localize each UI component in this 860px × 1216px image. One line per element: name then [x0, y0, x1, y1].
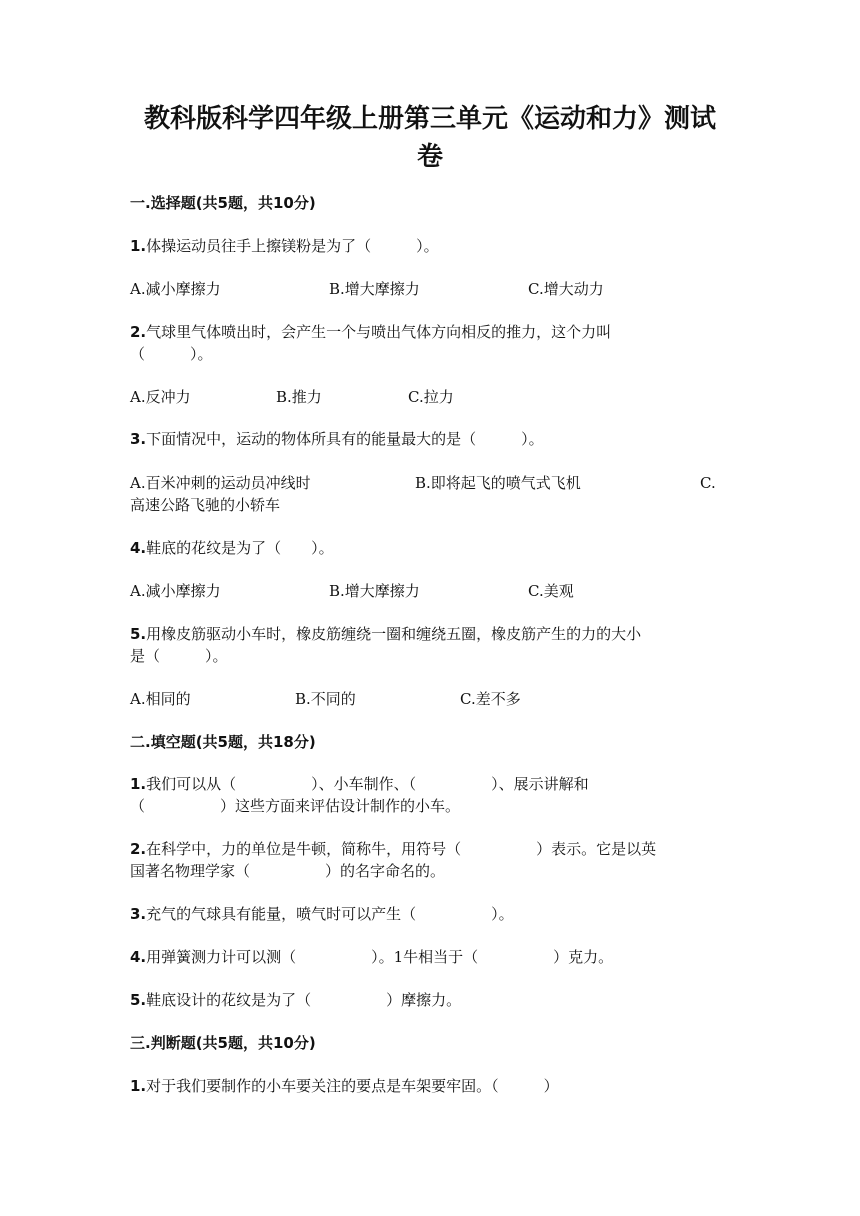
question-number: 1.	[130, 237, 147, 255]
section-heading-choice: 一.选择题(共5题，共10分)	[130, 194, 316, 212]
question-text: 对于我们要制作的小车要关注的要点是车架要牢固。（ ）	[146, 1077, 559, 1095]
option-a: A.百米冲刺的运动员冲线时	[130, 474, 311, 492]
option-b: B.推力	[276, 388, 322, 406]
question-text: 鞋底的花纹是为了（ ）。	[146, 539, 334, 557]
option-b: B.增大摩擦力	[329, 582, 420, 600]
question-text: 用弹簧测力计可以测（ ）。1牛相当于（ ）克力。	[146, 948, 614, 966]
option-a: A.减小摩擦力	[130, 280, 221, 298]
option-a: A.反冲力	[130, 388, 191, 406]
question-text: 体操运动员往手上擦镁粉是为了（ ）。	[146, 237, 439, 255]
question-3-1	[130, 1075, 559, 1097]
question-1-3	[130, 428, 544, 450]
question-number: 5.	[130, 991, 147, 1009]
question-text: 气球里气体喷出时，会产生一个与喷出气体方向相反的推力，这个力叫	[146, 323, 612, 341]
section-heading-fill: 二.填空题(共5题，共18分)	[130, 733, 316, 751]
question-1-2	[130, 321, 611, 343]
question-2-2-cont: 国著名物理学家（ ）的名字命名的。	[130, 862, 446, 880]
question-text: 用橡皮筋驱动小车时，橡皮筋缠绕一圈和缠绕五圈，橡皮筋产生的力的大小	[146, 625, 642, 643]
question-number: 2.	[130, 840, 147, 858]
question-number: 4.	[130, 948, 147, 966]
question-1-2-cont: （ ）。	[130, 345, 213, 363]
option-c: C.拉力	[408, 388, 454, 406]
option-c: C.差不多	[460, 690, 521, 708]
option-b: B.不同的	[295, 690, 356, 708]
question-number: 1.	[130, 775, 147, 793]
question-2-1-cont: （ ）这些方面来评估设计制作的小车。	[130, 797, 461, 815]
question-number: 3.	[130, 430, 147, 448]
question-number: 4.	[130, 539, 147, 557]
question-2-1	[130, 773, 589, 795]
question-text: 下面情况中，运动的物体所具有的能量最大的是（ ）。	[146, 430, 544, 448]
option-a: A.相同的	[130, 690, 191, 708]
option-b: B.增大摩擦力	[329, 280, 420, 298]
question-text: 充气的气球具有能量，喷气时可以产生（ ）。	[146, 905, 514, 923]
option-c-cont: 高速公路飞驰的小轿车	[130, 496, 281, 514]
page-title	[110, 100, 750, 176]
title-line-1: 教科版科学四年级上册第三单元《运动和力》测试	[143, 104, 716, 134]
question-2-2	[130, 838, 656, 860]
section-heading-judge: 三.判断题(共5题，共10分)	[130, 1034, 316, 1052]
option-c: C.增大动力	[528, 280, 604, 298]
question-text: 我们可以从（ ）、小车制作、（ ）、展示讲解和	[146, 775, 589, 793]
option-b: B.即将起飞的喷气式飞机	[415, 474, 581, 492]
option-a: A.减小摩擦力	[130, 582, 221, 600]
question-2-4	[130, 946, 613, 968]
question-number: 3.	[130, 905, 147, 923]
question-number: 1.	[130, 1077, 147, 1095]
question-number: 5.	[130, 625, 147, 643]
question-text: 鞋底设计的花纹是为了（ ）摩擦力。	[146, 991, 462, 1009]
question-1-5-cont: 是（ ）。	[130, 647, 228, 665]
question-1-1	[130, 235, 439, 257]
option-c: C.美观	[528, 582, 574, 600]
question-2-3	[130, 903, 514, 925]
question-text: 在科学中，力的单位是牛顿，简称牛，用符号（ ）表示。它是以英	[146, 840, 657, 858]
question-number: 2.	[130, 323, 147, 341]
question-1-5	[130, 623, 641, 645]
question-1-4	[130, 537, 334, 559]
option-c-prefix: C.	[700, 474, 716, 492]
title-line-2: 卷	[416, 142, 443, 172]
question-2-5	[130, 989, 461, 1011]
